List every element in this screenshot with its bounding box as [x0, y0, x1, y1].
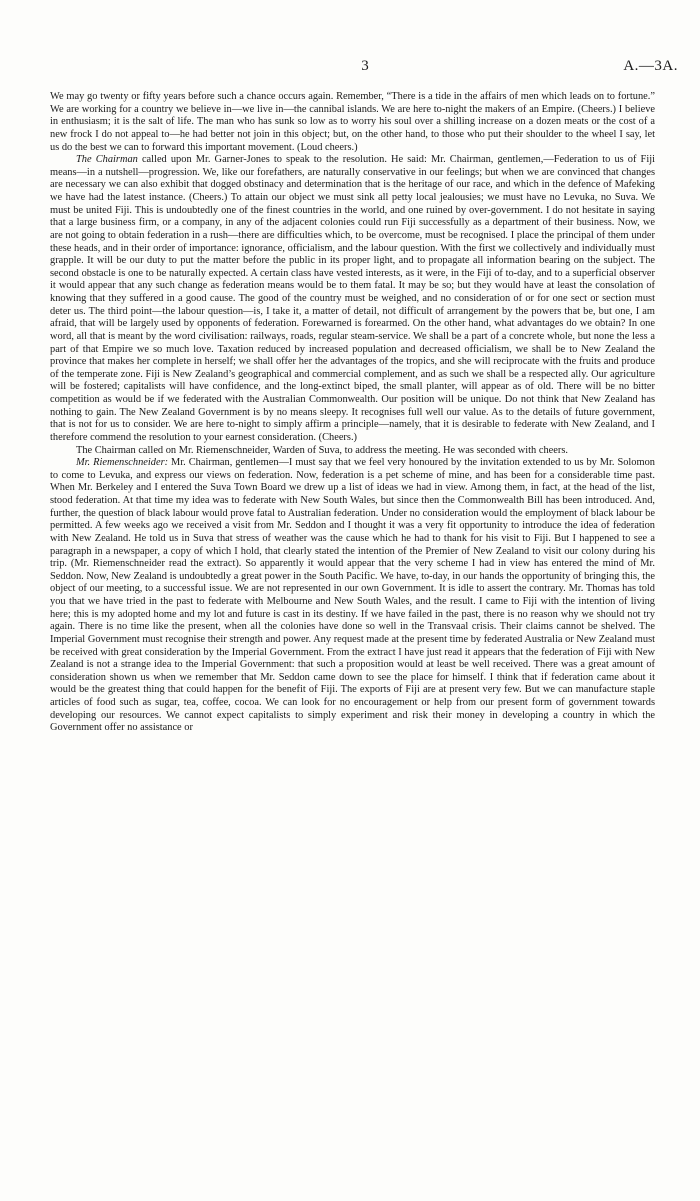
paragraph	[50, 91, 655, 154]
page-header	[52, 58, 678, 76]
page-number: 3	[361, 58, 369, 74]
paragraph	[50, 457, 655, 735]
paragraph-text: Mr. Chairman, gentlemen—I must say that we feel very honoured by the invitation extended to us by Mr. Solomon to come to Levuka, and express our views on federation. Now, federation is a pet scheme of mine, and has been for a considerable time past. When Mr. Berkeley and I entered the Suva Town Board we drew up a list of ideas we had in view. Among them, in fact, at the head of the list, stood federation. At that time my idea was to federate with New South Wales, but since then the Commonwealth Bill has been introduced. And, further, the question of black labour would prove fatal to Australian federation. Under no consideration would the employment of black labour be permitted. A few weeks ago we received a visit from Mr. Seddon and I thought it was a very fit opportunity to introduce the idea of federation with New Zealand. He told us in Suva that stress of weather was the cause which he had to thank for his visit to Fiji. But I happened to see a paragraph in a newspaper, a copy of which I hold, that clearly stated the intention of the Premier of New Zealand to visit our colony during his trip. (Mr. Riemenschneider read the extract). So apparently it would appear that the very scheme I had in view has entered the mind of Mr. Seddon. Now, New Zealand is undoubtedly a great power in the South Pacific. We have, to-day, in our hands the opportunity of bringing this, the object of our meeting, to a successful issue. We are not represented in our own Government. It is idle to assert the contrary. Mr. Thomas has told you that we have tried in the past to federate with Melbourne and New South Wales, and the result. I came to Fiji with the intention of living here; this is my adopted home and my lot and future is cast in its destiny. If we have failed in the past, there is no reason why we should not try again. There is no time like the present, when all the colonies have done so well in the Transvaal crisis. Their claims cannot be shelved. The Imperial Government must recognise their strength and power. Any request made at the present time by federated Australia or New Zealand must be received with great consideration by the Imperial Government. From the extract I have just read it appears that the federation of Fiji with New Zealand is not a strange idea to the Imperial Government: that such a proposition would at least be well received. There was a great amount of consideration shown us when we remember that Mr. Seddon came down to see the place for himself. I think that if federation came about it would be the greatest thing that could happen for the benefit of Fiji. The exports of Fiji are at present very few. But we can manufacture staple articles of food such as sugar, tea, coffee, cocoa. We can look for no encouragement or help from our present form of government towards developing our resources. We cannot expect capitalists to simply experiment and risk their money in developing a country in which the Government offer no assistance or	[50, 457, 655, 734]
speaker-name: The Chairman	[76, 154, 138, 166]
body-text	[50, 91, 655, 735]
paragraph-text: The Chairman called on Mr. Riemenschneider, Warden of Suva, to address the meeting. He was seconded with cheers.	[76, 444, 568, 456]
paragraph-text: called upon Mr. Garner-Jones to speak to the resolution. He said: Mr. Chairman, gentlemen,—Federation to us of Fiji means—in a nutshell—progression. We, like our forefathers, are naturally conservative in our feelings; but when we are convinced that changes are necessary we can also exhibit that dogged obstinacy and determination that is the heritage of our race, and which in the defence of Mafeking we have had the latest instance. (Cheers.) To attain our object we must sink all petty local jealousies; we must have no Levuka, no Suva. We must be united Fiji. This is undoubtedly one of the finest countries in the world, and one ruined by over-government. I do not hesitate in saying that a large business firm, or a company, in any of the adjacent colonies could run Fiji successfully as a department of their business. Now, we are not going to obtain federation in a rush—there are difficulties which, to be overcome, must be recognised. I place the principal of them under these heads, and in their order of importance: ignorance, officialism, and the labour question. With the first we collectively and individually must grapple. It will be our duty to put the matter before the public in its proper light, and to propagate all information bearing on the subject. The second obstacle is one to be naturally expected. A certain class have vested interests, as it were, in the Fiji of to-day, and to a superficial observer it would appear that any such change as federation means would be to them fatal. It may be so; but they would have at least the consolation of knowing that they suffered in a good cause. The good of the country must be weighed, and no consideration of or for one sect or section must deter us. The third point—the labour question—is, I take it, a matter of detail, not difficult of arrangement by the powers that be, but one, I am afraid, that will be largely used by opponents of federation. Forewarned is forearmed. On the other hand, what advantages do we obtain? In one word, all that is meant by the word civilisation: railways, roads, regular steam-service. We shall be a part of a concrete whole, but none the less a part of that Empire we so much love. Taxation reduced by increased population and decreased officialism, we shall be to New Zealand the province that makes her complete in herself; we shall offer her the advantages of the tropics, and she will reciprocate with the fruits and produce of the temperate zone. Fiji is New Zealand’s geographical and commercial complement, and as such we shall be a respected ally. Our agriculture will be fostered; capitalists will have confidence, and the long-extinct biped, the small planter, will appear as of old. There will be no bitter competition as would be if we federated with the Australian Commonwealth. Our position will be unique. Do not think that New Zealand has nothing to gain. The New Zealand Government is by no means sleepy. It recognises full well our value. As to the details of future government, that is not for us to consider. We are here to-night to simply affirm a principle—namely, that it is desirable to federate with New Zealand, and I therefore commend the resolution to your earnest consideration. (Cheers.)	[50, 154, 655, 443]
paragraph	[50, 445, 655, 458]
paragraph-text: We may go twenty or fifty years before such a chance occurs again. Remember, “There is a tide in the affairs of men which leads on to fortune.” We are working for a country we believe in—we live in—the cannibal islands. We are here to-night the makers of an Empire. (Cheers.) I believe in enthusiasm; it is the salt of life. The man who has sunk so low as to worry his soul over a shilling increase on a dozen meats or the cost of a new frock I do not appeal to—he had better not join in this object; but, on the other hand, to those who put their shoulder to the wheel I say, let us do the best we can to forward this important movement. (Loud cheers.)	[50, 91, 655, 153]
paragraph	[50, 154, 655, 444]
speaker-name: Mr. Riemenschneider:	[76, 457, 169, 469]
document-reference: A.—3A.	[623, 58, 678, 74]
